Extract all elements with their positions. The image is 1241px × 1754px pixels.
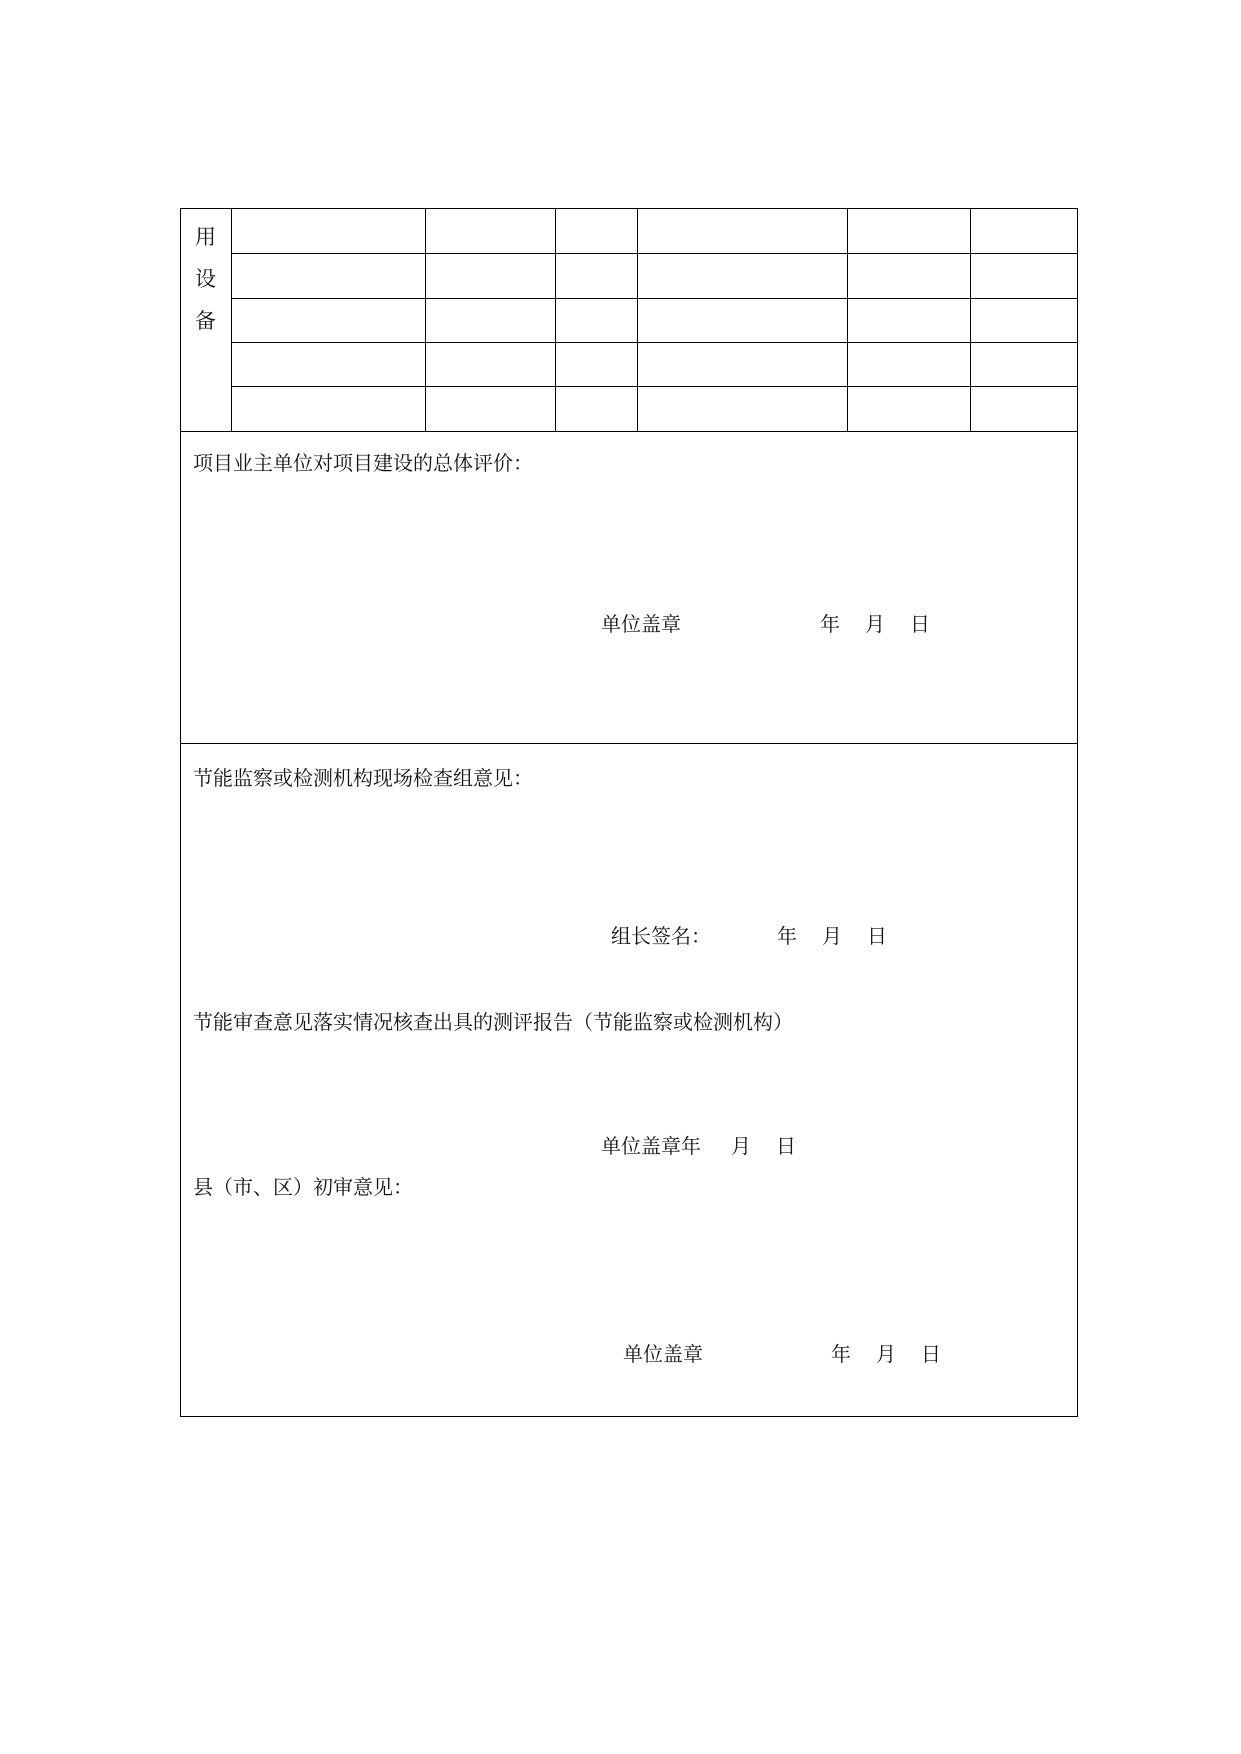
inspection-day-label: 日	[867, 924, 887, 948]
owner-year-label: 年	[820, 612, 840, 636]
equipment-label-char: 设	[195, 267, 216, 291]
owner-seal-label: 单位盖章	[601, 612, 681, 636]
owner-day-label: 日	[910, 612, 930, 636]
county-year-label: 年	[831, 1342, 851, 1366]
column-divider	[847, 209, 848, 431]
county-day-label: 日	[921, 1342, 941, 1366]
column-divider	[970, 209, 971, 431]
county-seal-label: 单位盖章	[623, 1342, 703, 1366]
inspection-group-heading: 节能监察或检测机构现场检查组意见：	[193, 766, 533, 790]
column-divider	[425, 209, 426, 431]
equipment-table	[181, 209, 1077, 432]
verification-seal-label: 单位盖章年	[601, 1134, 701, 1158]
inspection-year-label: 年	[777, 924, 797, 948]
owner-evaluation-heading: 项目业主单位对项目建设的总体评价：	[193, 451, 533, 475]
owner-evaluation-section	[181, 432, 1077, 744]
review-opinions-section	[181, 744, 1077, 1416]
verification-report-heading: 节能审查意见落实情况核查出具的测评报告（节能监察或检测机构）	[193, 1010, 793, 1034]
inspection-month-label: 月	[822, 924, 842, 948]
equipment-grid	[232, 209, 1077, 431]
verification-month-label: 月	[731, 1134, 751, 1158]
row-divider	[232, 253, 1077, 254]
verification-day-label: 日	[776, 1134, 796, 1158]
equipment-label-char: 备	[195, 309, 216, 333]
equipment-label-char: 用	[195, 225, 216, 249]
column-divider	[555, 209, 556, 431]
column-divider	[637, 209, 638, 431]
row-divider	[232, 386, 1077, 387]
group-leader-sign-label: 组长签名：	[611, 924, 711, 948]
energy-review-form	[180, 208, 1078, 1417]
row-divider	[232, 342, 1077, 343]
county-review-heading: 县（市、区）初审意见：	[193, 1175, 413, 1199]
owner-month-label: 月	[865, 612, 885, 636]
row-divider	[232, 298, 1077, 299]
equipment-label-cell	[181, 209, 232, 431]
county-month-label: 月	[876, 1342, 896, 1366]
